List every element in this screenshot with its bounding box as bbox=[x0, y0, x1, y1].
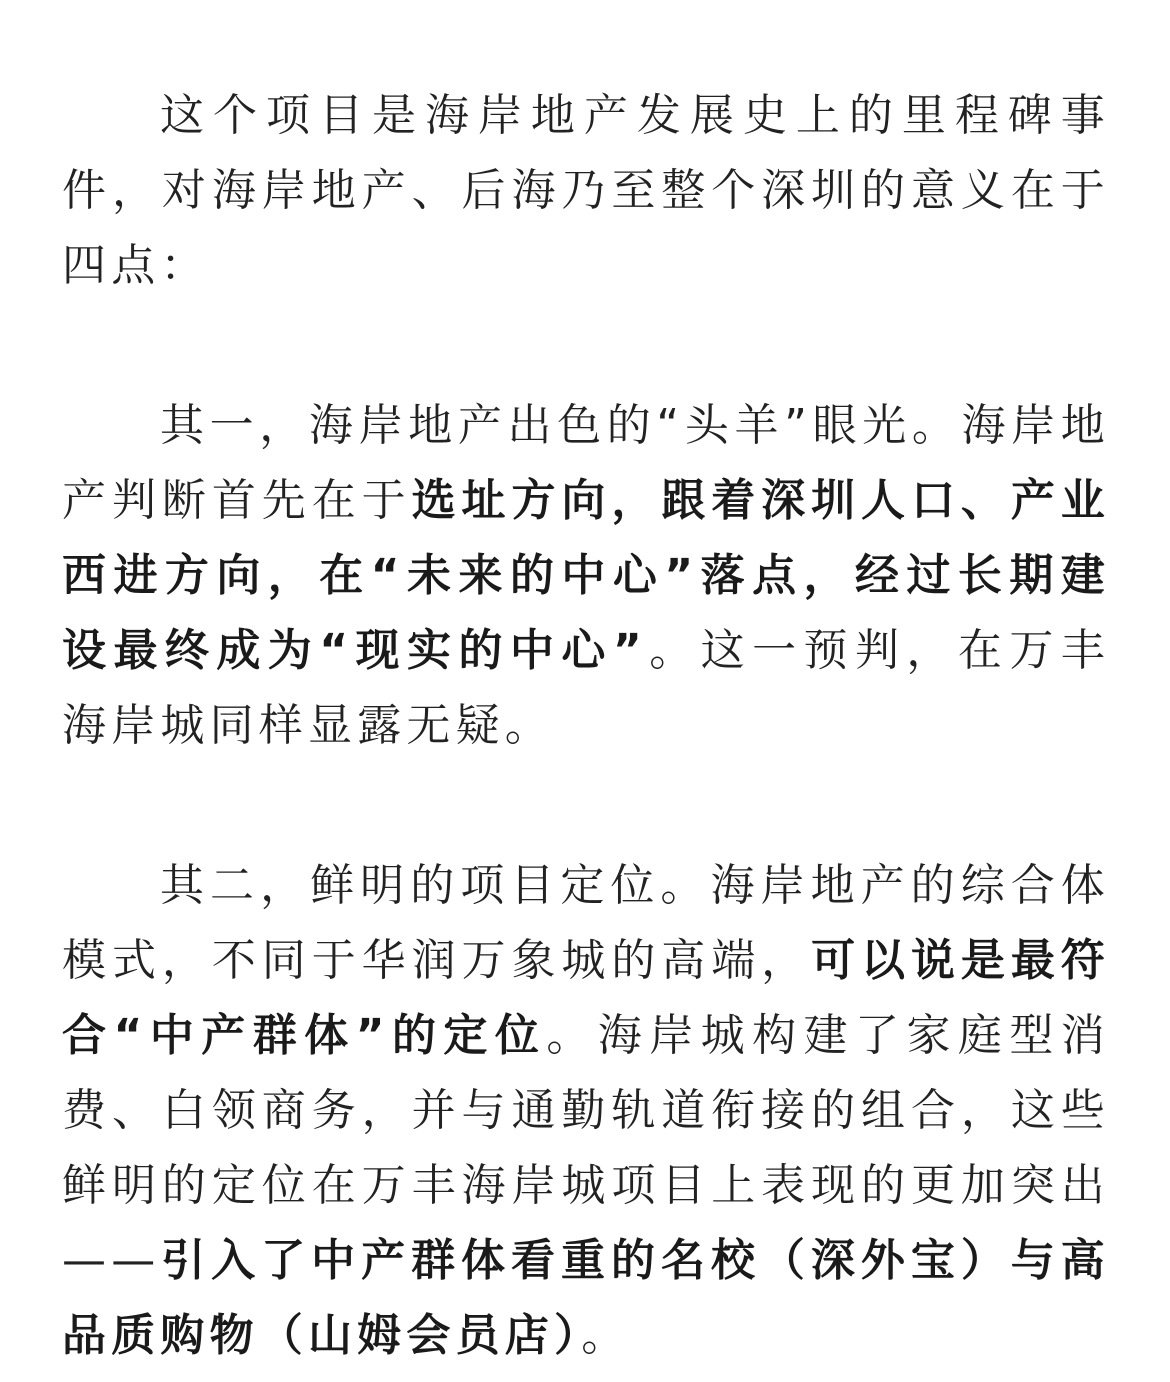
paragraph-intro bbox=[62, 78, 1110, 303]
point-two-text-middle: 。海岸城构建了家庭型消费、白领商务，并与通勤轨道衔接的组合，这些鲜明的定位在万丰海岸城项目上表现的更加突出—— bbox=[62, 1010, 1110, 1286]
point-one-text-tail: 。这一预判，在万丰海岸城同样显露无疑。 bbox=[62, 625, 1110, 751]
point-one-text-lead: 其一，海岸地产出色的“头羊”眼光。海岸地产判断首先在于 bbox=[62, 400, 1110, 526]
paragraph-point-two bbox=[62, 848, 1110, 1373]
article-body bbox=[62, 78, 1110, 1373]
point-one-text-emphasis: 选址方向，跟着深圳人口、产业西进方向，在“未来的中心”落点，经过长期建设最终成为“现实的中心” bbox=[62, 475, 1110, 676]
point-two-text-tail: 。 bbox=[581, 1310, 631, 1361]
point-two-text-emphasis-positioning: 可以说是最符合“中产群体”的定位 bbox=[62, 935, 1111, 1061]
point-two-text-emphasis-amenities: 引入了中产群体看重的名校（深外宝）与高品质购物（山姆会员店） bbox=[62, 1235, 1110, 1361]
intro-text: 这个项目是海岸地产发展史上的里程碑事件，对海岸地产、后海乃至整个深圳的意义在于四点： bbox=[62, 90, 1110, 291]
point-two-text-lead: 其二，鲜明的项目定位。海岸地产的综合体模式，不同于华润万象城的高端， bbox=[62, 860, 1110, 986]
paragraph-point-one bbox=[62, 388, 1110, 763]
